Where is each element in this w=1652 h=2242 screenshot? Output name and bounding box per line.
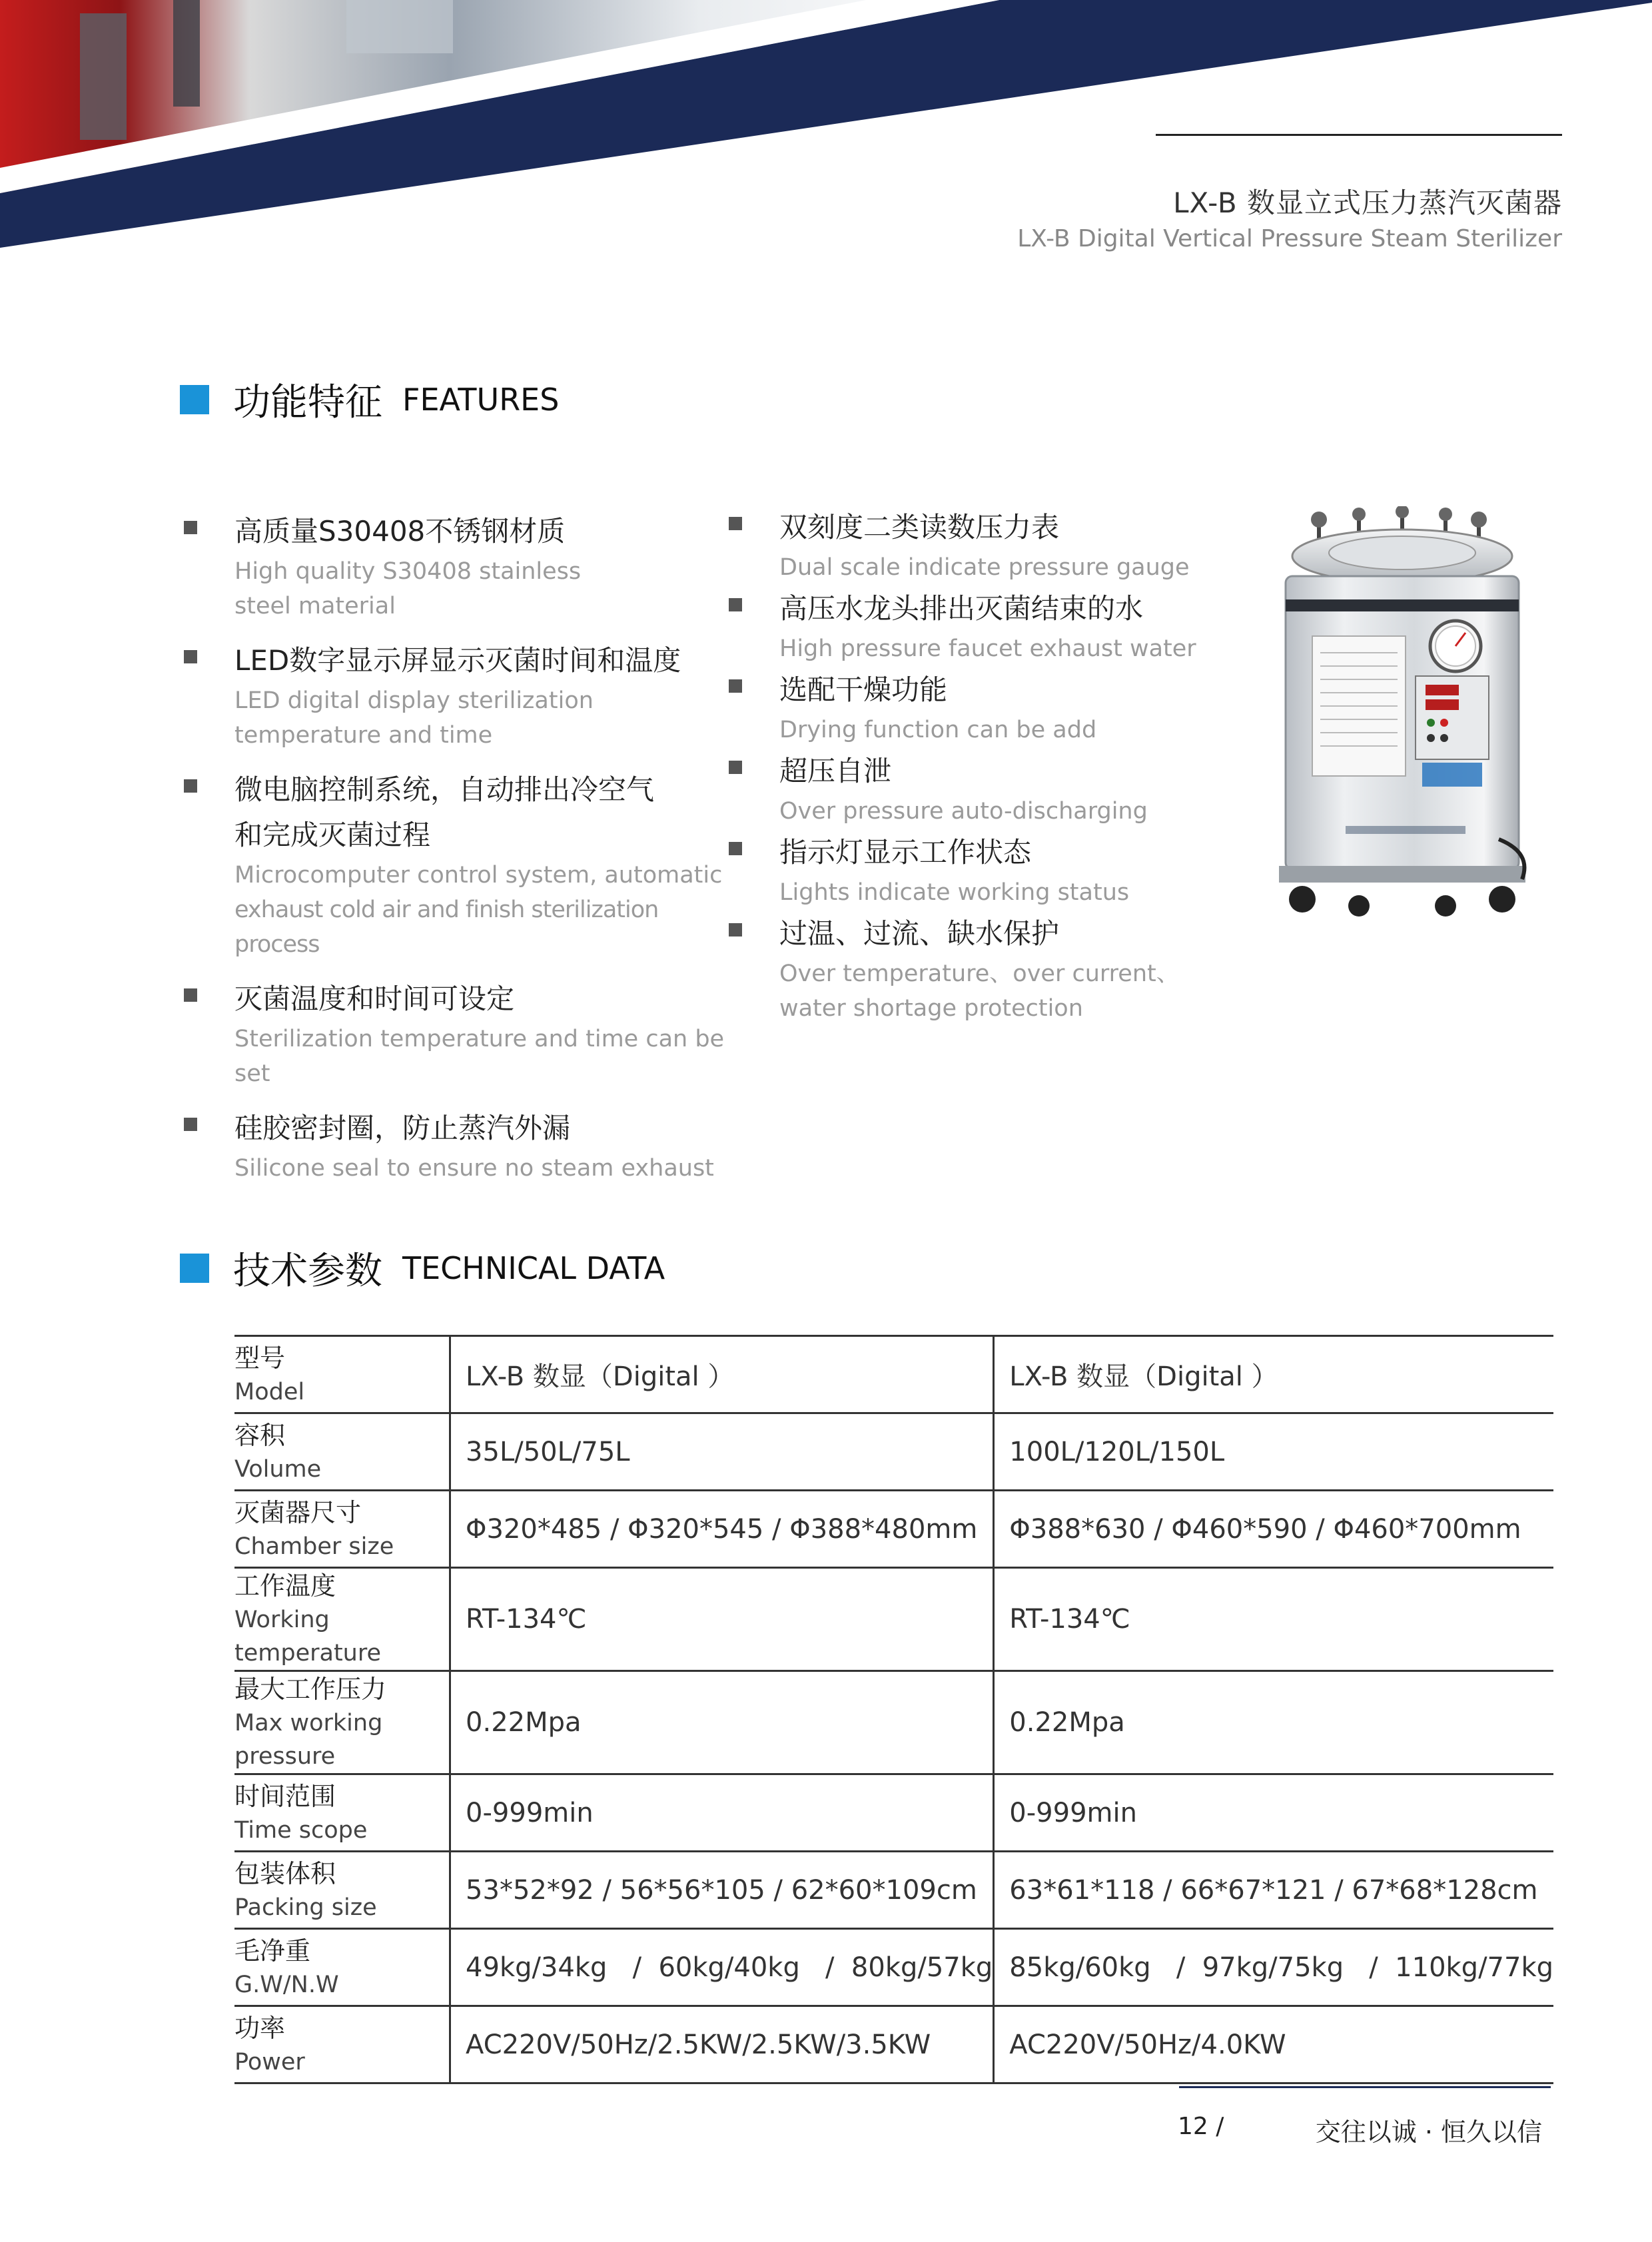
spec-table xyxy=(234,1335,1553,2084)
row-label-en: Chamber size xyxy=(234,1533,394,1560)
value-cell: RT-134℃ xyxy=(450,1568,994,1671)
feature-en: Drying function can be add xyxy=(779,717,1097,743)
features-title-en: FEATURES xyxy=(402,382,560,418)
table-row xyxy=(234,1852,1553,1929)
feature-item xyxy=(180,509,733,623)
bullet-icon xyxy=(184,988,197,1002)
value-cell: 35L/50L/75L xyxy=(450,1413,994,1491)
value-cell: Φ388*630 / Φ460*590 / Φ460*700mm xyxy=(994,1491,1553,1568)
footer-slogan: 交往以诚 · 恒久以信 xyxy=(1315,2117,1542,2147)
table-row xyxy=(234,1336,1553,1413)
row-label-en: Time scope xyxy=(234,1816,368,1844)
feature-zh: 双刻度二类读数压力表 xyxy=(779,511,1060,544)
feature-en: steel material xyxy=(234,593,396,619)
row-label-zh: 工作温度 xyxy=(234,1571,336,1601)
table-row xyxy=(234,1568,1553,1671)
feature-zh: 超压自泄 xyxy=(779,755,892,787)
value-cell: AC220V/50Hz/2.5KW/2.5KW/3.5KW xyxy=(450,2006,994,2083)
value-cell: LX-B 数显（Digital ） xyxy=(450,1336,994,1413)
value-cell: 0.22Mpa xyxy=(450,1671,994,1774)
bullet-icon xyxy=(729,517,742,530)
table-row xyxy=(234,1491,1553,1568)
value-cell: 0-999min xyxy=(994,1774,1553,1852)
bullet-icon xyxy=(729,598,742,611)
row-label-zh: 包装体积 xyxy=(234,1858,336,1888)
row-label-zh: 型号 xyxy=(234,1343,286,1373)
feature-zh: 硅胶密封圈，防止蒸汽外漏 xyxy=(234,1112,571,1144)
feature-zh: LED数字显示屏显示灭菌时间和温度 xyxy=(234,644,681,677)
row-label-zh: 毛净重 xyxy=(234,1936,311,1966)
feature-en: Dual scale indicate pressure gauge xyxy=(779,554,1190,581)
table-row xyxy=(234,1671,1553,1774)
footer-rule xyxy=(1179,2086,1551,2088)
value-cell: 0-999min xyxy=(450,1774,994,1852)
feature-zh: 指示灯显示工作状态 xyxy=(779,836,1032,869)
section-square-icon xyxy=(180,1254,209,1283)
section-square-icon xyxy=(180,385,209,414)
feature-item xyxy=(725,586,1271,666)
row-label-en: Power xyxy=(234,2048,305,2075)
table-row xyxy=(234,1929,1553,2006)
sterilizer-product-image xyxy=(1266,506,1539,933)
value-cell: RT-134℃ xyxy=(994,1568,1553,1671)
value-cell: AC220V/50Hz/4.0KW xyxy=(994,2006,1553,2083)
feature-en: Lights indicate working status xyxy=(779,879,1130,906)
bullet-icon xyxy=(184,779,197,793)
row-label-en: Max working pressure xyxy=(234,1710,383,1770)
header-rule xyxy=(1156,134,1562,136)
feature-item xyxy=(725,911,1271,1026)
feature-en: High pressure faucet exhaust water xyxy=(779,635,1196,662)
value-cell: 53*52*92 / 56*56*105 / 62*60*109cm xyxy=(450,1852,994,1929)
feature-en: LED digital display sterilization xyxy=(234,687,594,714)
tech-title-zh: 技术参数 xyxy=(233,1250,382,1293)
feature-en: exhaust cold air and finish sterilization process xyxy=(234,897,659,958)
feature-en: water shortage protection xyxy=(779,995,1083,1022)
feature-zh: 高质量S30408不锈钢材质 xyxy=(234,515,566,548)
feature-zh: 微电脑控制系统，自动排出冷空气 xyxy=(234,773,655,806)
feature-item xyxy=(725,667,1271,747)
row-label-zh: 最大工作压力 xyxy=(234,1675,387,1704)
feature-item xyxy=(180,1106,733,1186)
row-label-en: G.W/N.W xyxy=(234,1971,339,1998)
bullet-icon xyxy=(729,761,742,774)
feature-zh: 过温、过流、缺水保护 xyxy=(779,917,1060,950)
feature-en: Over temperature、over current、 xyxy=(779,960,1180,987)
feature-item xyxy=(725,505,1271,585)
feature-en: Sterilization temperature and time can be set xyxy=(234,1026,725,1087)
features-title-zh: 功能特征 xyxy=(233,381,382,424)
tech-title-en: TECHNICAL DATA xyxy=(402,1250,665,1286)
bullet-icon xyxy=(729,923,742,936)
row-label-zh: 时间范围 xyxy=(234,1781,336,1811)
features-left-column xyxy=(180,509,733,1186)
feature-item xyxy=(725,749,1271,829)
feature-item xyxy=(180,638,733,753)
feature-en: Microcomputer control system, automatic xyxy=(234,862,723,889)
feature-zh: 选配干燥功能 xyxy=(779,673,948,706)
value-cell: 0.22Mpa xyxy=(994,1671,1553,1774)
features-heading xyxy=(180,373,559,426)
feature-en: temperature and time xyxy=(234,722,493,749)
bullet-icon xyxy=(184,521,197,534)
row-label-zh: 灭菌器尺寸 xyxy=(234,1497,362,1527)
table-row xyxy=(234,1413,1553,1491)
value-cell: 85kg/60kg / 97kg/75kg / 110kg/77kg xyxy=(994,1929,1553,2006)
value-cell: Φ320*485 / Φ320*545 / Φ388*480mm xyxy=(450,1491,994,1568)
feature-zh: 和完成灭菌过程 xyxy=(234,819,431,851)
product-title-en: LX-B Digital Vertical Pressure Steam Sterilizer xyxy=(1017,225,1562,252)
feature-en: Over pressure auto-discharging xyxy=(779,798,1148,825)
bullet-icon xyxy=(184,650,197,663)
value-cell: 49kg/34kg / 60kg/40kg / 80kg/57kg xyxy=(450,1929,994,2006)
feature-item xyxy=(180,976,733,1091)
bullet-icon xyxy=(184,1118,197,1131)
row-label-zh: 功率 xyxy=(234,2013,286,2043)
row-label-zh: 容积 xyxy=(234,1420,286,1450)
row-label-en: Model xyxy=(234,1378,305,1405)
features-right-column xyxy=(725,505,1271,1026)
feature-item xyxy=(725,830,1271,910)
value-cell: LX-B 数显（Digital ） xyxy=(994,1336,1553,1413)
feature-zh: 高压水龙头排出灭菌结束的水 xyxy=(779,592,1144,625)
row-label-en: Volume xyxy=(234,1455,322,1483)
feature-zh: 灭菌温度和时间可设定 xyxy=(234,982,515,1015)
page-number: 12 / xyxy=(1178,2113,1224,2140)
value-cell: 63*61*118 / 66*67*121 / 67*68*128cm xyxy=(994,1852,1553,1929)
product-title-zh: LX-B 数显立式压力蒸汽灭菌器 xyxy=(1173,187,1562,219)
tech-heading xyxy=(180,1242,665,1295)
table-row xyxy=(234,2006,1553,2083)
feature-item xyxy=(180,767,733,962)
feature-en: High quality S30408 stainless xyxy=(234,558,582,585)
row-label-en: Packing size xyxy=(234,1894,377,1921)
value-cell: 100L/120L/150L xyxy=(994,1413,1553,1491)
bullet-icon xyxy=(729,679,742,693)
bullet-icon xyxy=(729,842,742,855)
row-label-en: Working temperature xyxy=(234,1607,381,1667)
table-row xyxy=(234,1774,1553,1852)
feature-en: Silicone seal to ensure no steam exhaust xyxy=(234,1155,714,1182)
